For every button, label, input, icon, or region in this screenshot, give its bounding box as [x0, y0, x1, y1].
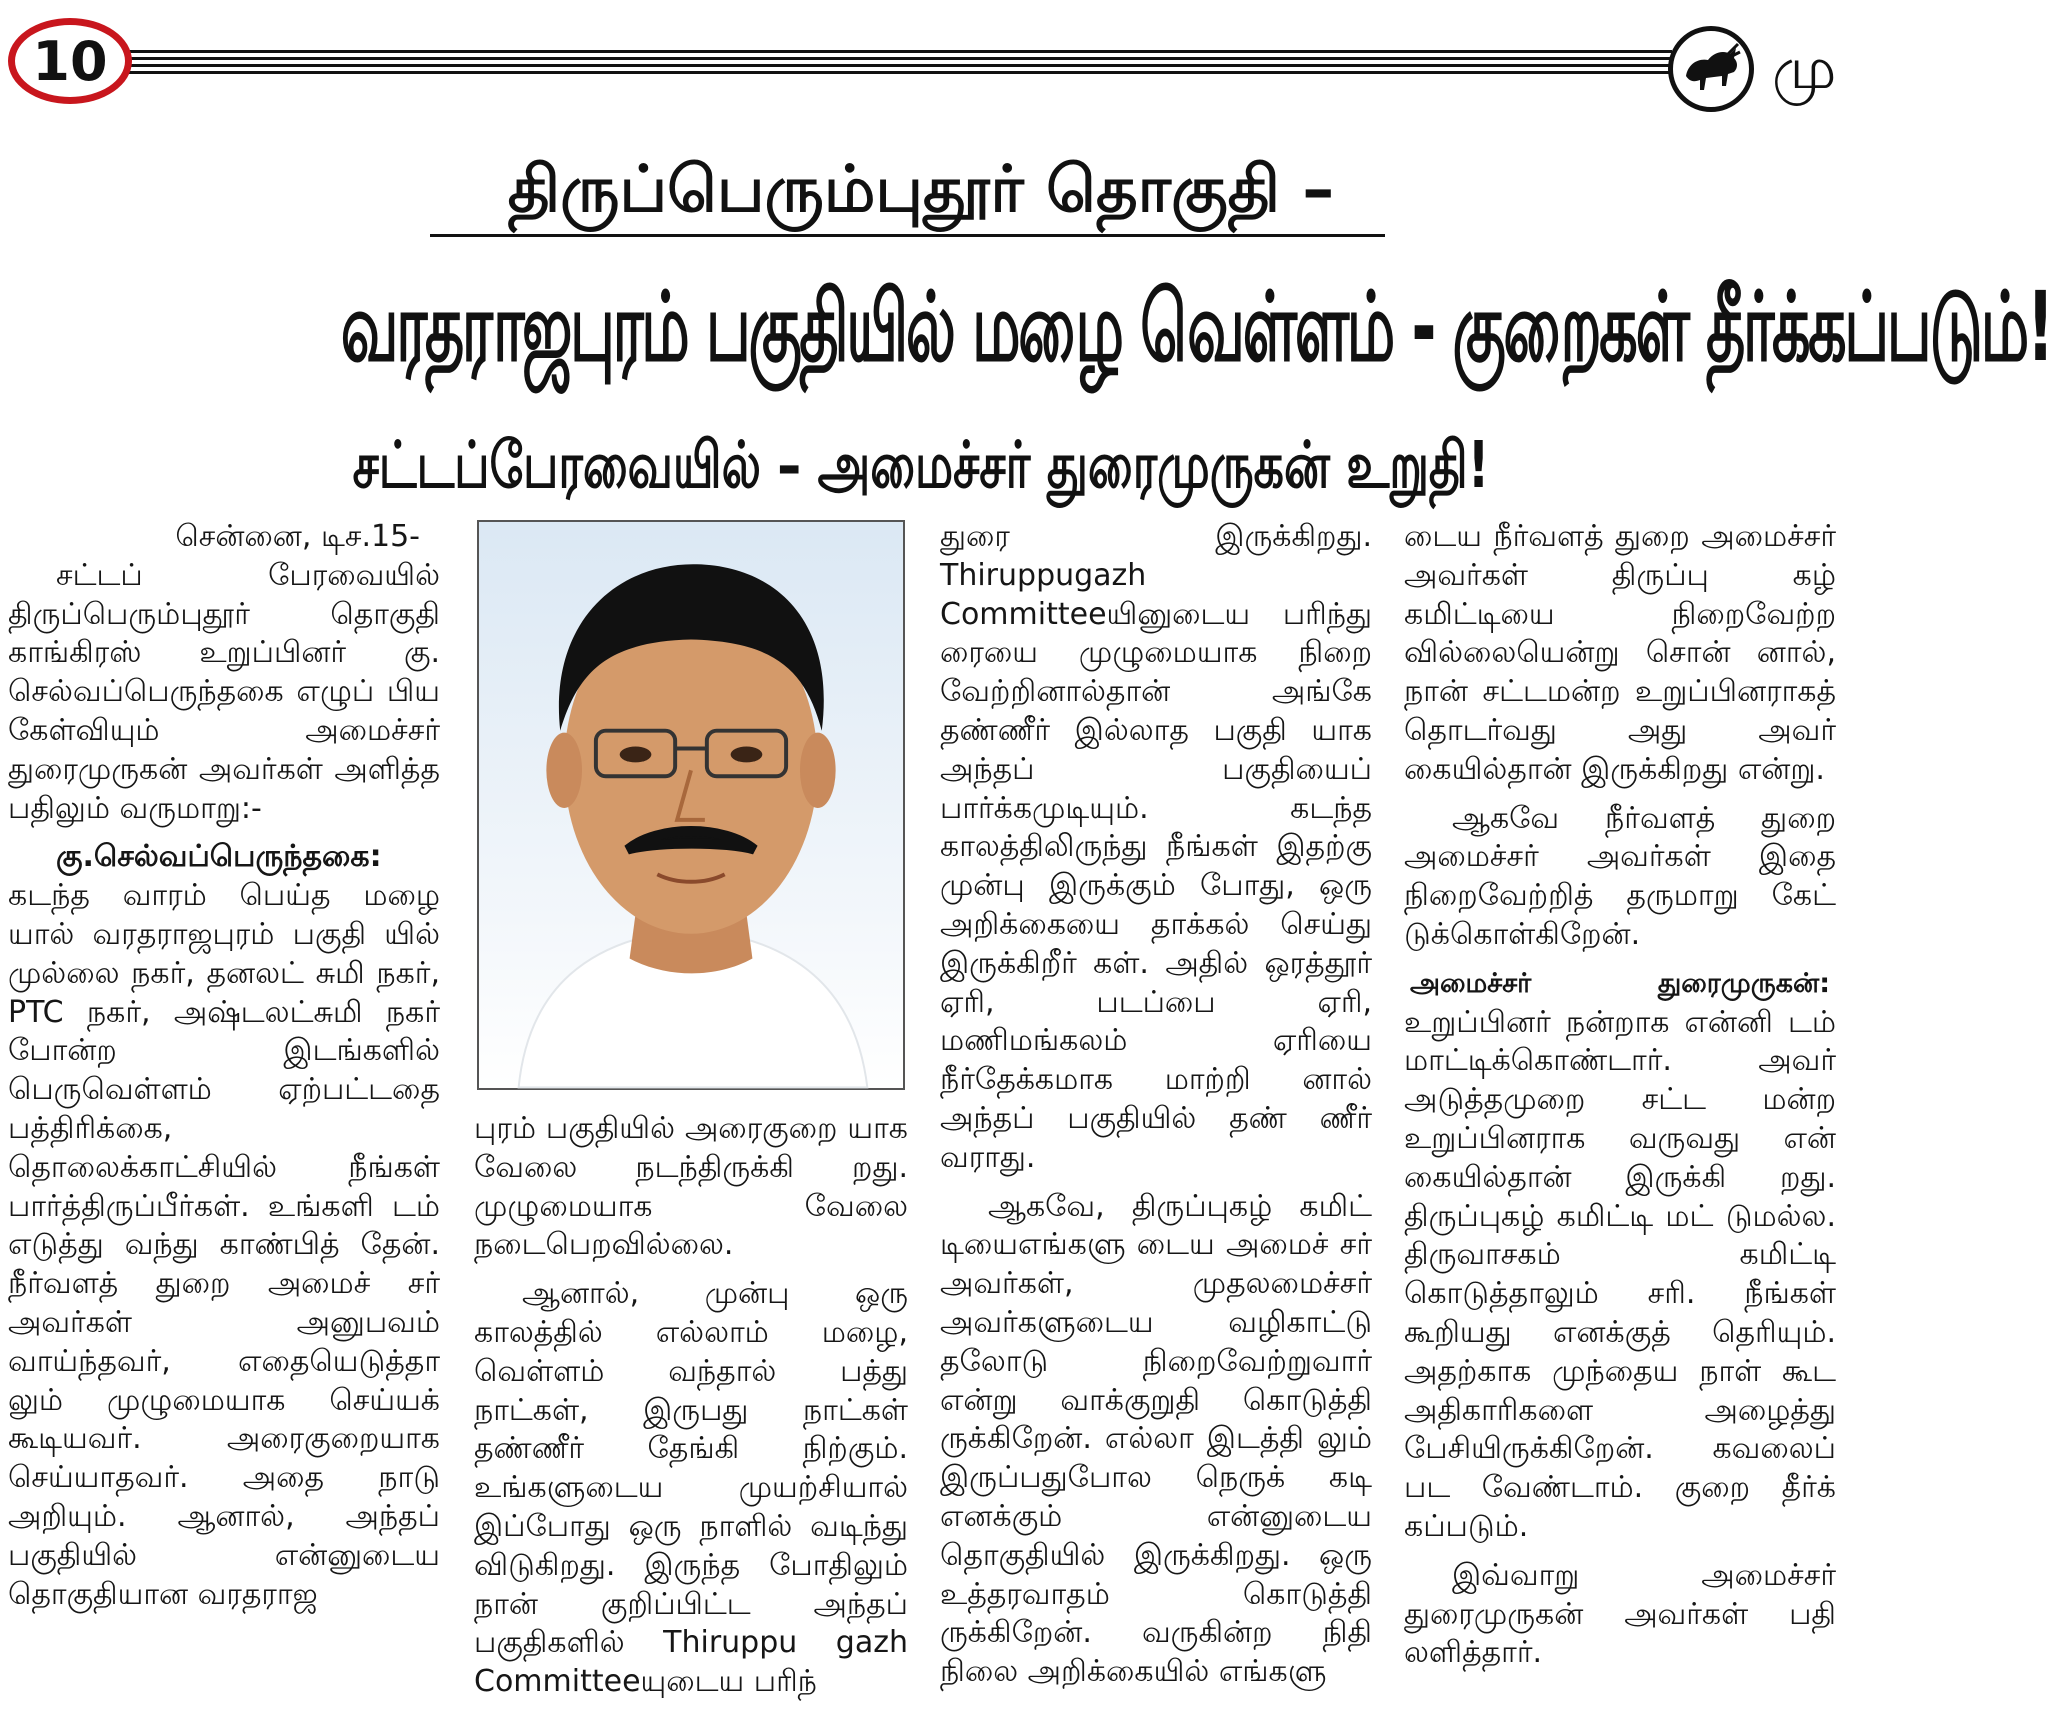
kicker-underline — [430, 234, 1385, 237]
article-paragraph: டைய நீர்வளத் துறை அமைச்சர் அவர்கள் திருப்பு கழ் கமிட்டியை நிறைவேற்ற வில்லையென்று சொன் னால், நான் சட்டமன்ற உறுப்பினராகத் தொடர்வது அது அவர் கையில்தான் இருக்கிறது என்று. — [1404, 519, 1836, 787]
article-paragraph: உறுப்பினர் நன்றாக என்னி டம் மாட்டிக்கொண்டார். அவர் அடுத்தமுறை சட்ட மன்ற உறுப்பினராக வருவது என் கையில்தான் இருக்கி றது. திருப்புகழ் கமிட்டி மட் டுமல்ல. திருவாசகம் கமிட்டி கொடுத்தாலும் சரி. நீங்கள் கூறியது எனக்குத் தெரியும். அதற்காக முந்தைய நாள் கூட அதிகாரிகளை அழைத்து பேசியிருக்கிறேன். கவலைப் பட வேண்டாம். குறை தீர்க் கப்படும். — [1404, 1004, 1836, 1544]
article-paragraph: துரை இருக்கிறது. Thiruppugazh Committeeயினுடைய பரிந்து ரையை முழுமையாக நிறை வேற்றினால்தான் அங்கே தண்ணீர் இல்லாத பகுதி யாக அந்தப் பகுதியைப் பார்க்கமுடியும். கடந்த காலத்திலிருந்து நீங்கள் இதற்கு முன்பு இருக்கும் போது, ஒரு அறிக்கையை தாக்கல் செய்து இருக்கிறீர் கள். அதில் ஒரத்தூர் ஏரி, படப்பை ஏரி, மணிமங்கலம் ஏரியை நீர்தேக்கமாக மாற்றி னால் அந்தப் பகுதியில் தண் ணீர் வராது. — [940, 519, 1372, 1175]
header-rule — [120, 71, 1672, 74]
article-column-3 — [940, 518, 1372, 1692]
article-column-2 — [474, 1110, 908, 1702]
article-paragraph: கடந்த வாரம் பெய்த மழை யால் வரதராஜபுரம் பகுதி யில் முல்லை நகர், தனலட் சுமி நகர், PTC நகர், அஷ்டலட்சுமி நகர் போன்ற இடங்களில் பெருவெள்ளம் ஏற்பட்டதை பத்திரிக்கை, தொலைக்காட்சியில் நீங்கள் பார்த்திருப்பீர்கள். உங்களி டம் எடுத்து வந்து காண்பித் தேன். நீர்வளத் துறை அமைச் சர் அவர்கள் அனுபவம் வாய்ந்தவர், எதையெடுத்தா லும் முழுமையாக செய்யக் கூடியவர். அரைகுறையாக செய்யாதவர். அதை நாடு அறியும். ஆனால், அந்தப் பகுதியில் என்னுடைய தொகுதியான வரதராஜ — [8, 878, 440, 1612]
portrait-photo — [477, 520, 905, 1090]
header-rule — [120, 57, 1672, 60]
dateline: சென்னை, டிச.15- — [175, 519, 420, 554]
article-column-1 — [8, 518, 440, 1614]
article-column-4 — [1404, 518, 1836, 1673]
speaker-title: அமைச்சர் — [1410, 967, 1532, 999]
speaker-name: துரைமுருகன்: — [1657, 967, 1830, 999]
portrait-illustration — [479, 522, 903, 1088]
article-paragraph: புரம் பகுதியில் அரைகுறை யாக வேலை நடந்திருக்கி றது. முழுமையாக வேலை நடைபெறவில்லை. — [474, 1111, 908, 1263]
masthead-fragment: மு — [1772, 34, 1837, 102]
article-headline: வரதராஜபுரம் பகுதியில் மழை வெள்ளம் - குறைகள் தீர்க்கப்படும்! — [340, 271, 2052, 383]
header-rule — [120, 50, 1672, 53]
article-paragraph: ஆகவே, திருப்புகழ் கமிட் டியைஎங்களு டைய அமைச் சர் அவர்கள், முதலமைச்சர் அவர்களுடைய வழிகாட்டு தலோடு நிறைவேற்றுவார் என்று வாக்குறுதி கொடுத்தி ருக்கிறேன். எல்லா இடத்தி லும் இருப்பதுபோல நெருக் கடி எனக்கும் என்னுடைய தொகுதியில் இருக்கிறது. ஒரு உத்தரவாதம் கொடுத்தி ருக்கிறேன். வருகின்ற நிதி நிலை அறிக்கையில் எங்களு — [940, 1188, 1372, 1690]
speaker-label: கு.செல்வப்பெருந்தகை: — [56, 839, 382, 875]
article-paragraph: ஆனால், முன்பு ஒரு காலத்தில் எல்லாம் மழை, வெள்ளம் வந்தால் பத்து நாட்கள், இருபது நாட்கள் தண்ணீர் தேங்கி நிற்கும். உங்களுடைய முயற்சியால் இப்போது ஒரு நாளில் வடிந்து விடுகிறது. இருந்த போதிலும் நான் குறிப்பிட்ட அந்தப் பகுதிகளில் Thiruppu gazh Committeeயுடைய பரிந் — [474, 1276, 908, 1700]
header-rule — [120, 64, 1672, 67]
article-paragraph: ஆகவே நீர்வளத் துறை அமைச்சர் அவர்கள் இதை நிறைவேற்றித் தருமாறு கேட் டுக்கொள்கிறேன். — [1404, 800, 1836, 952]
bull-icon — [1668, 26, 1754, 112]
article-paragraph: இவ்வாறு அமைச்சர் துரைமுருகன் அவர்கள் பதி லளித்தார். — [1404, 1557, 1836, 1671]
article-subhead: சட்டப்பேரவையில் – அமைச்சர் துரைமுருகன் உறுதி! — [352, 429, 1490, 503]
bull-icon-graphic — [1678, 36, 1744, 102]
speaker-label — [1404, 965, 1836, 1004]
page-number: 10 — [8, 18, 132, 104]
article-kicker: திருப்பெரும்புதூர் தொகுதி – — [507, 153, 1335, 227]
article-paragraph: சட்டப் பேரவையில் திருப்பெரும்புதூர் தொகுதி காங்கிரஸ் உறுப்பினர் கு. செல்வப்பெருந்தகை எழுப் பிய கேள்வியும் அமைச்சர் துரைமுருகன் அவர்கள் அளித்த பதிலும் வருமாறு:- — [8, 557, 440, 826]
